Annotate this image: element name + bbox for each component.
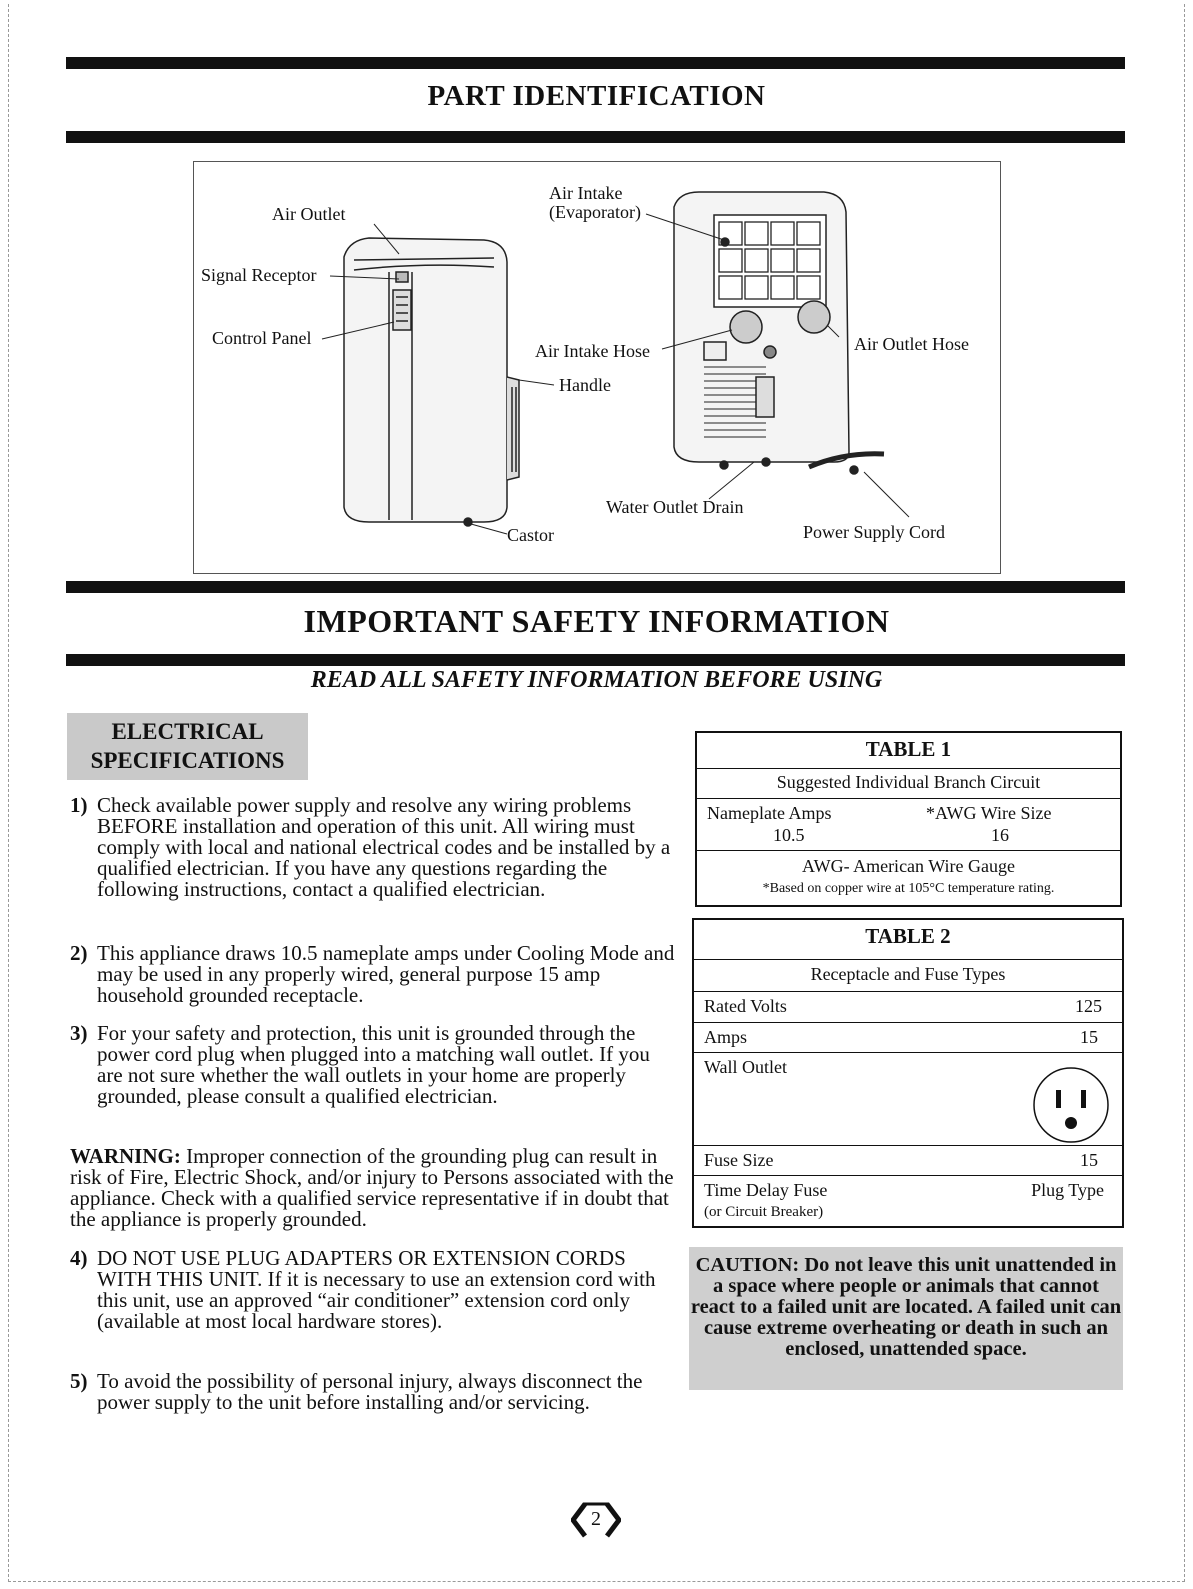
warning-text: Improper connection of the grounding plug can result in risk of Fire, Electric Shock, and/or injury to Persons associated with the appliance. Check with a qualified service representative if in doubt that the appliance is properly grounded. — [70, 1144, 674, 1231]
wall-outlet-row — [694, 1052, 1122, 1145]
table-1-title: TABLE 1 — [865, 737, 952, 761]
label-water-outlet-drain: Water Outlet Drain — [606, 497, 744, 517]
list-item — [70, 1023, 680, 1107]
item-text: To avoid the possibility of personal injury, always disconnect the power supply to the unit before installing and/or servicing. — [97, 1369, 643, 1414]
time-delay-sublabel: (or Circuit Breaker) — [704, 1204, 824, 1220]
item-number: 3) — [70, 1021, 88, 1045]
label-air-intake-hose: Air Intake Hose — [535, 341, 650, 361]
warning-paragraph — [70, 1146, 680, 1230]
fuse-size-row — [694, 1145, 1122, 1175]
table-1-subtitle: Suggested Individual Branch Circuit — [776, 772, 1041, 792]
part-diagram — [193, 161, 1001, 574]
table-2-title-row — [694, 920, 1122, 959]
title-rule — [66, 131, 1125, 143]
awg-wire-size-value: 16 — [991, 825, 1009, 845]
label-power-supply-cord: Power Supply Cord — [803, 522, 946, 542]
label-signal-receptor: Signal Receptor — [201, 265, 317, 285]
safety-top-rule — [66, 581, 1125, 593]
rated-volts-label: Rated Volts — [704, 996, 787, 1016]
item-number: 1) — [70, 793, 88, 817]
table-1-footer-row — [697, 850, 1120, 905]
item-number: 4) — [70, 1246, 88, 1270]
table-1-data-row — [697, 798, 1120, 850]
nameplate-amps-header: Nameplate Amps — [707, 803, 832, 823]
item-text: For your safety and protection, this unit is grounded through the power cord plug when plugged into a matching wall outlet. If you are not sure whether the wall outlets in your home are properly grounded, please consult a qualified electrician. — [97, 1021, 650, 1108]
table-2-subtitle-row — [694, 959, 1122, 991]
amps-row — [694, 1022, 1122, 1052]
safety-bottom-rule — [66, 654, 1125, 666]
time-delay-row — [694, 1175, 1122, 1226]
time-delay-value: Plug Type — [1031, 1180, 1104, 1200]
item-text: Check available power supply and resolve any wiring problems BEFORE installation and operation of this unit. All wiring must comply with local and national electrical codes and be installed by a qualified electrician. If you have any questions regarding the following instructions, contact a qualified electrician. — [97, 793, 671, 901]
table-2 — [692, 918, 1124, 1228]
table-1-title-row — [697, 733, 1120, 768]
read-all-subheading: READ ALL SAFETY INFORMATION BEFORE USING — [310, 667, 883, 693]
caution-box: CAUTION: Do not leave this unit unattended in a space where people or animals that cannot react to a failed unit are located. A failed unit can cause extreme overheating or death in such an enclosed, unattended space. — [689, 1247, 1123, 1390]
item-number: 5) — [70, 1369, 88, 1393]
awg-wire-size-header: *AWG Wire Size — [926, 803, 1052, 823]
table-1-subtitle-row — [697, 768, 1120, 798]
rated-volts-value: 125 — [1075, 996, 1102, 1016]
item-text: This appliance draws 10.5 nameplate amps under Cooling Mode and may be used in any properly wired, general purpose 15 amp household grounded receptacle. — [97, 941, 675, 1007]
time-delay-label: Time Delay Fuse — [704, 1180, 828, 1200]
item-number: 2) — [70, 941, 88, 965]
outlet-icon — [1032, 1066, 1110, 1144]
label-air-outlet-hose: Air Outlet Hose — [854, 334, 969, 354]
warning-label: WARNING: — [70, 1144, 181, 1168]
list-item — [70, 795, 680, 900]
label-handle: Handle — [559, 375, 611, 395]
amps-value: 15 — [1080, 1027, 1098, 1047]
fuse-size-value: 15 — [1080, 1150, 1098, 1170]
page-number-badge — [571, 1500, 621, 1540]
part-identification-title: PART IDENTIFICATION — [427, 80, 766, 112]
amps-label: Amps — [704, 1027, 748, 1047]
list-item — [70, 1248, 680, 1332]
label-air-intake: Air Intake — [549, 183, 623, 203]
electrical-specifications-heading — [67, 713, 308, 780]
wall-outlet-label: Wall Outlet — [704, 1057, 788, 1077]
safety-title: IMPORTANT SAFETY INFORMATION — [303, 603, 890, 639]
list-item — [70, 1371, 680, 1413]
label-air-intake-evaporator: (Evaporator) — [549, 202, 641, 222]
awg-definition: AWG- American Wire Gauge — [802, 856, 1015, 876]
label-castor: Castor — [507, 525, 554, 545]
label-air-outlet: Air Outlet — [272, 204, 346, 224]
table-2-subtitle: Receptacle and Fuse Types — [810, 964, 1006, 984]
table-1 — [695, 731, 1122, 907]
rated-volts-row — [694, 991, 1122, 1022]
list-item — [70, 943, 680, 1006]
spec-heading-line-1: ELECTRICAL — [111, 719, 264, 744]
top-rule — [66, 57, 1125, 69]
spec-heading-line-2: SPECIFICATIONS — [90, 748, 285, 773]
table-1-footnote: *Based on copper wire at 105°C temperature rating. — [762, 881, 1055, 896]
nameplate-amps-value: 10.5 — [773, 825, 805, 845]
page-number: 2 — [591, 1508, 601, 1530]
fuse-size-label: Fuse Size — [704, 1150, 774, 1170]
table-2-title: TABLE 2 — [865, 924, 951, 948]
item-text: DO NOT USE PLUG ADAPTERS OR EXTENSION CORDS WITH THIS UNIT. If it is necessary to use an extension cord with this unit, use an approved “air conditioner” extension cord only (available at most local hardware stores). — [97, 1246, 656, 1333]
label-control-panel: Control Panel — [212, 328, 312, 348]
